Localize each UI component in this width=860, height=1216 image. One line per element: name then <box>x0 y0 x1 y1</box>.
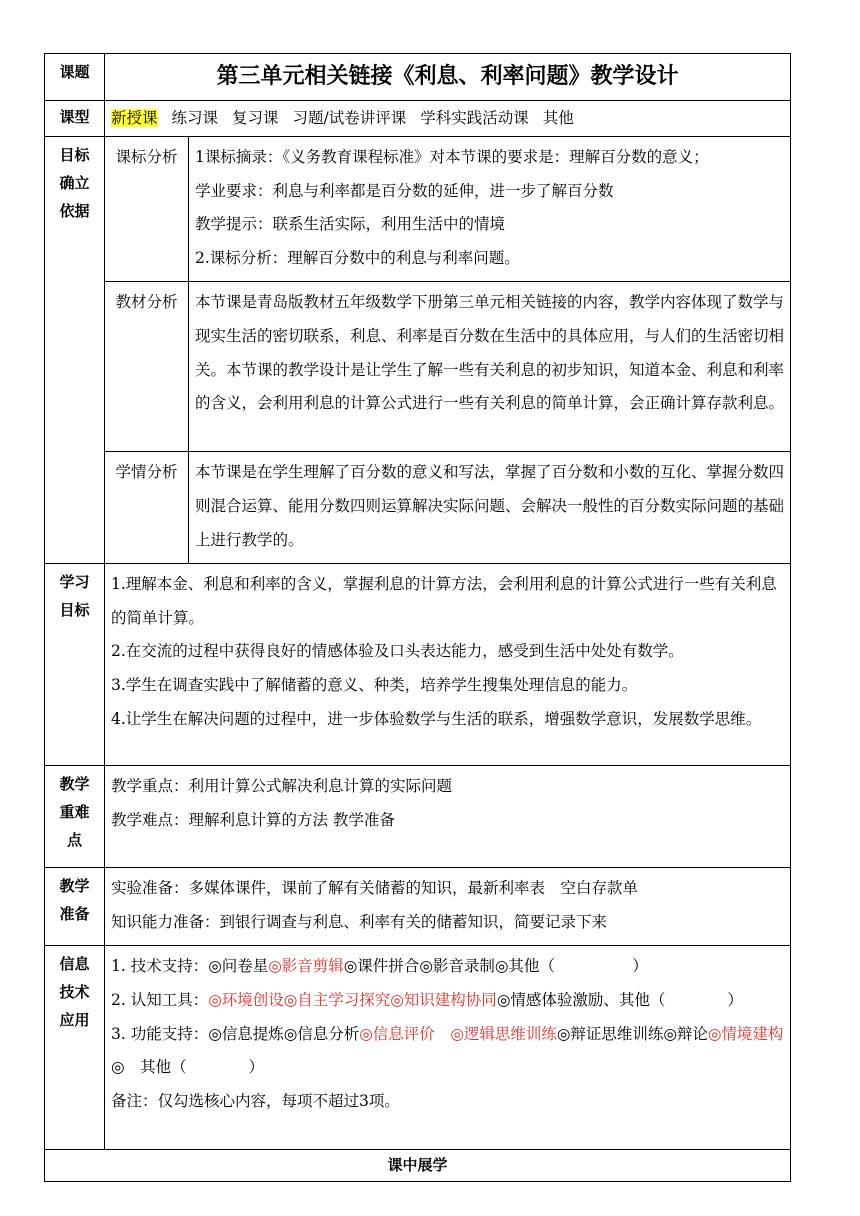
topic-label: 课题 <box>45 54 105 101</box>
objectives-content <box>105 564 791 766</box>
objectives-label: 学习 目标 <box>45 564 105 766</box>
basis-label: 目标 确立 依据 <box>45 137 105 564</box>
objective-item: 1.理解本金、利息和利率的含义，掌握利息的计算方法，会利用利息的计算公式进行一些有关利息的简单计算。 <box>111 575 777 627</box>
preparation-label: 教学 准备 <box>45 868 105 946</box>
curriculum-analysis-content: 1课标摘录：《义务教育课程标准》对本节课的要求是：理解百分数的意义； 学业要求：利息与利率都是百分数的延伸，进一步了解百分数 教学提示：联系生活实际，利用生活中的情境 2.课标分析：理解百分数中的利息与利率问题。 <box>189 137 791 282</box>
lesson-type-option-exercise-review: 习题/试卷讲评课 <box>292 109 407 127</box>
lesson-type-options <box>105 101 791 137</box>
cognitive-tools-line: 2. 认知工具：◎环境创设◎自主学习探究◎知识建构协同◎情感体验激励、其他（ ） <box>111 990 743 1009</box>
lesson-type-option-activity: 学科实践活动课 <box>420 109 529 127</box>
objective-item: 4.让学生在解决问题的过程中，进一步体验数学与生活的联系，增强数学意识，发展数学思维。 <box>111 709 762 728</box>
lesson-type-option-review: 复习课 <box>232 109 279 127</box>
student-analysis-content: 本节课是在学生理解了百分数的意义和写法，掌握了百分数和小数的互化、掌握分数四则混合运算、能用分数四则运算解决实际问题、会解决一般性的百分数实际问题的基础上进行教学的。 <box>189 452 791 564</box>
it-application-content <box>105 946 791 1150</box>
key-points-content: 教学重点：利用计算公式解决利息计算的实际问题 教学难点：理解利息计算的方法 教学准备 <box>105 766 791 868</box>
textbook-analysis-content: 本节课是青岛版教材五年级数学下册第三单元相关链接的内容，教学内容体现了数学与现实生活的密切联系，利息、利率是百分数在生活中的具体应用，与人们的生活密切相关。本节课的教学设计是让学生了解一些有关利息的初步知识，知道本金、利息和利率的含义，会利用利息的计算公式进行一些有关利息的简单计算，会正确计算存款利息。 <box>189 282 791 452</box>
page-title: 第三单元相关链接《利息、利率问题》教学设计 <box>105 54 791 101</box>
section-heading: 课中展学 <box>45 1150 791 1182</box>
key-points-label: 教学 重难 点 <box>45 766 105 868</box>
it-application-label: 信息 技术 应用 <box>45 946 105 1150</box>
lesson-type-option-practice: 练习课 <box>171 109 219 127</box>
lesson-type-option-new: 新授课 <box>111 109 158 127</box>
preparation-content: 实验准备：多媒体课件，课前了解有关储蓄的知识，最新利率表 空白存款单 知识能力准备：到银行调查与利息、利率有关的储蓄知识，简要记录下来 <box>105 868 791 946</box>
lesson-plan-table <box>44 53 791 1182</box>
lesson-type-label: 课型 <box>45 101 105 137</box>
lesson-type-option-other: 其他 <box>542 109 574 127</box>
function-support-line: 3. 功能支持：◎信息提炼◎信息分析◎信息评价 ◎逻辑思维训练◎辩证思维训练◎辩论◎情境建构◎ 其他（ ） <box>111 1024 784 1077</box>
textbook-analysis-label: 教材分析 <box>105 282 189 452</box>
tech-support-line: 1. 技术支持：◎问卷星◎影音剪辑◎课件拼合◎影音录制◎其他（ ） <box>111 957 648 976</box>
objective-item: 3.学生在调查实践中了解储蓄的意义、种类，培养学生搜集处理信息的能力。 <box>111 675 638 694</box>
curriculum-analysis-label: 课标分析 <box>105 137 189 282</box>
objective-item: 2.在交流的过程中获得良好的情感体验及口头表达能力，感受到生活中处处有数学。 <box>111 642 684 661</box>
student-analysis-label: 学情分析 <box>105 452 189 564</box>
note-line: 备注：仅勾选核心内容，每项不超过3项。 <box>111 1091 400 1110</box>
